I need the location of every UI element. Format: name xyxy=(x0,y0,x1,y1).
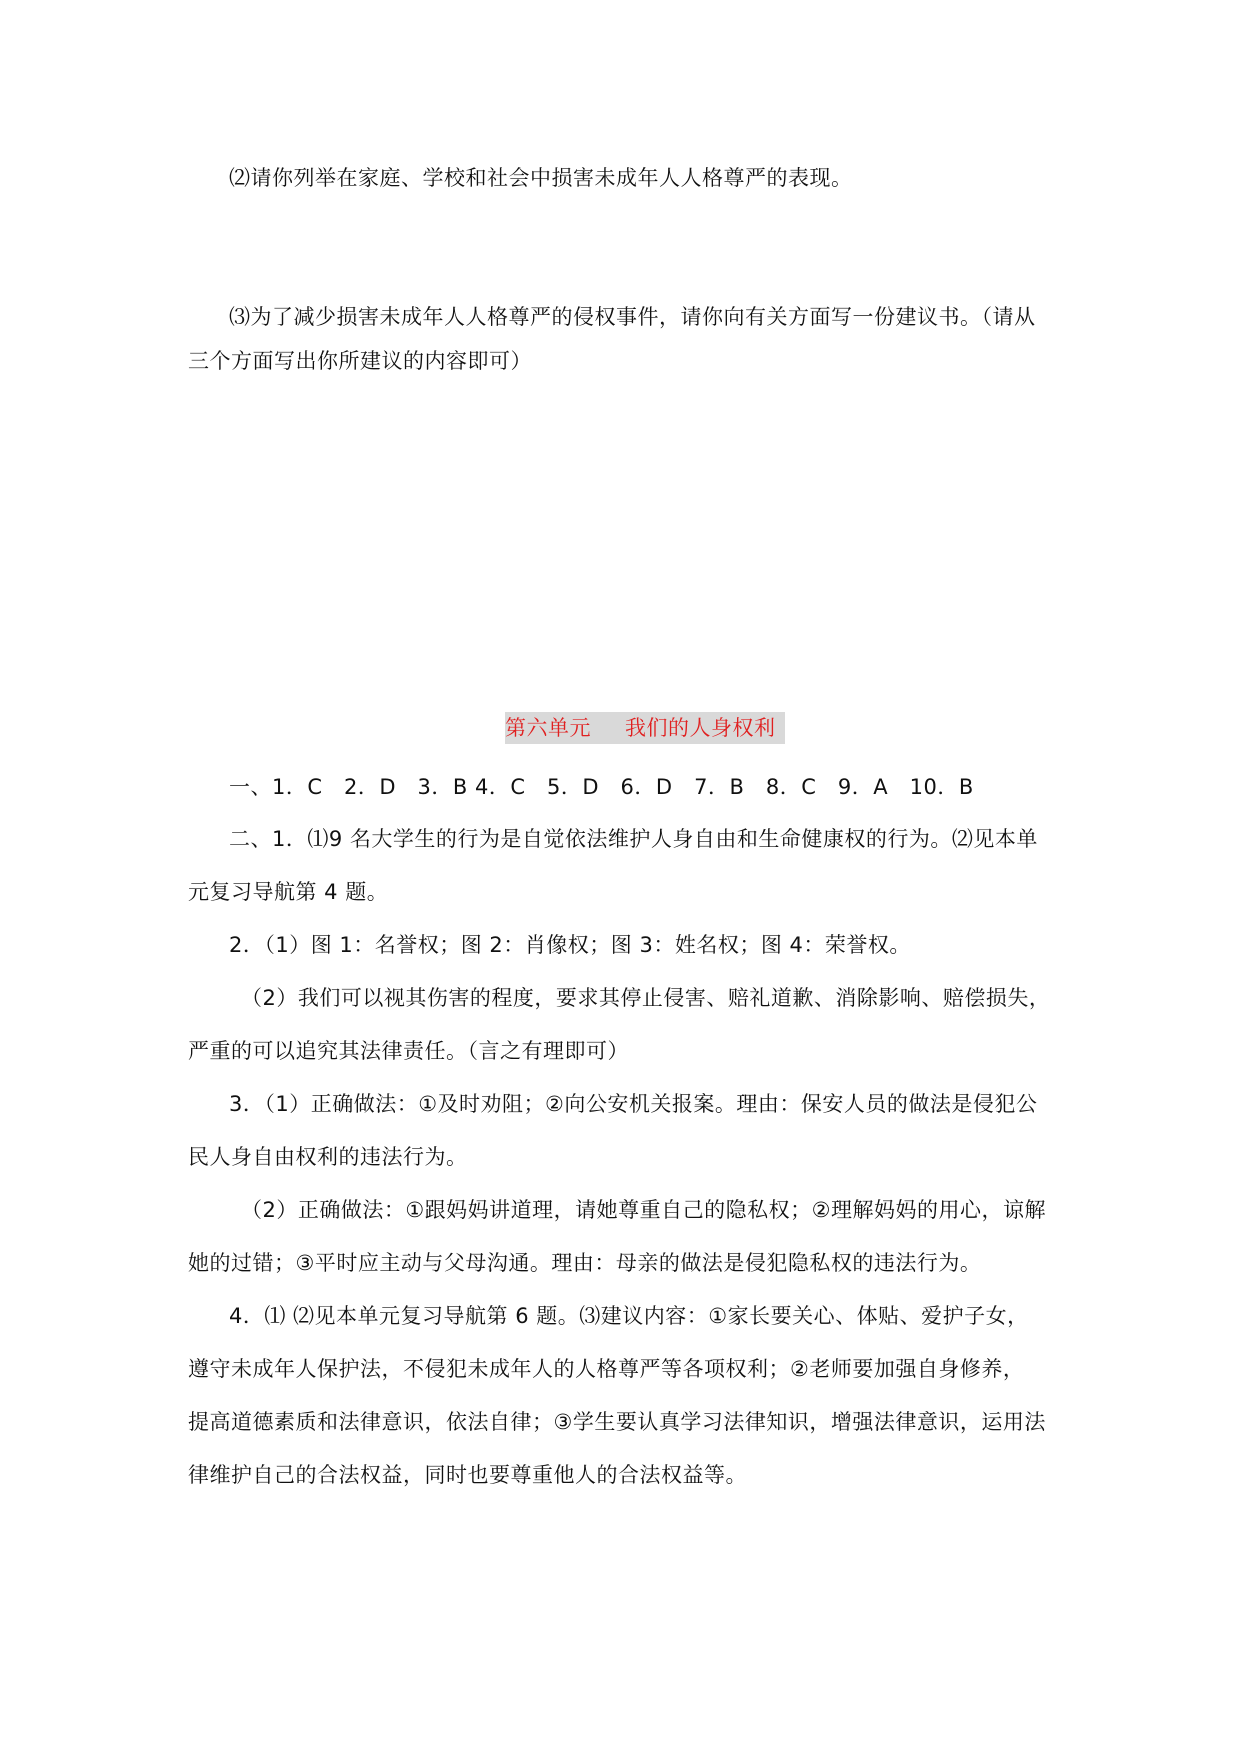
answer-2-4-line-1: 4．⑴ ⑵见本单元复习导航第 6 题。⑶建议内容：①家长要关心、体贴、爱护子女， xyxy=(229,1304,1029,1328)
answer-2-4-line-2: 遵守未成年人保护法，不侵犯未成年人的人格尊严等各项权利；②老师要加强自身修养， xyxy=(188,1357,1025,1381)
answer-2-4-line-4: 律维护自己的合法权益，同时也要尊重他人的合法权益等。 xyxy=(188,1463,747,1487)
unit-heading xyxy=(505,712,785,744)
answer-2-3-part-2-line-2: 她的过错；③平时应主动与父母沟通。理由：母亲的做法是侵犯隐私权的违法行为。 xyxy=(188,1251,982,1275)
answer-2-3-part-2-line-1: （2）正确做法：①跟妈妈讲道理，请她尊重自己的隐私权；②理解妈妈的用心，谅解 xyxy=(241,1198,1047,1222)
answer-2-2-part-1: 2．（1）图 1：名誉权；图 2：肖像权；图 3：姓名权；图 4：荣誉权。 xyxy=(229,933,911,957)
unit-heading-title: 我们的人身权利 xyxy=(625,716,776,740)
answer-2-3-part-1-line-1: 3．（1）正确做法：①及时劝阻；②向公安机关报案。理由：保安人员的做法是侵犯公 xyxy=(229,1092,1038,1116)
question-3-line-1: ⑶为了减少损害未成年人人格尊严的侵权事件，请你向有关方面写一份建议书。（请从 xyxy=(229,305,1036,329)
answer-2-3-part-1-line-2: 民人身自由权利的违法行为。 xyxy=(188,1145,468,1169)
answer-2-4-line-3: 提高道德素质和法律意识，依法自律；③学生要认真学习法律知识，增强法律意识，运用法 xyxy=(188,1410,1046,1434)
answer-2-2-part-2-line-2: 严重的可以追究其法律责任。（言之有理即可） xyxy=(188,1039,629,1063)
question-2: ⑵请你列举在家庭、学校和社会中损害未成年人人格尊严的表现。 xyxy=(229,166,853,190)
unit-heading-number: 第六单元 xyxy=(505,716,591,740)
question-3-line-2: 三个方面写出你所建议的内容即可） xyxy=(188,349,532,373)
answers-choice: 一、1．C 2．D 3．B 4．C 5．D 6．D 7．B 8．C 9．A 10．B xyxy=(229,775,974,799)
answer-2-2-part-2-line-1: （2）我们可以视其伤害的程度，要求其停止侵害、赔礼道歉、消除影响、赔偿损失， xyxy=(241,986,1051,1010)
answer-2-1-line-1: 二、1．⑴9 名大学生的行为是自觉依法维护人身自由和生命健康权的行为。⑵见本单 xyxy=(229,827,1038,851)
answer-2-1-line-2: 元复习导航第 4 题。 xyxy=(188,880,389,904)
